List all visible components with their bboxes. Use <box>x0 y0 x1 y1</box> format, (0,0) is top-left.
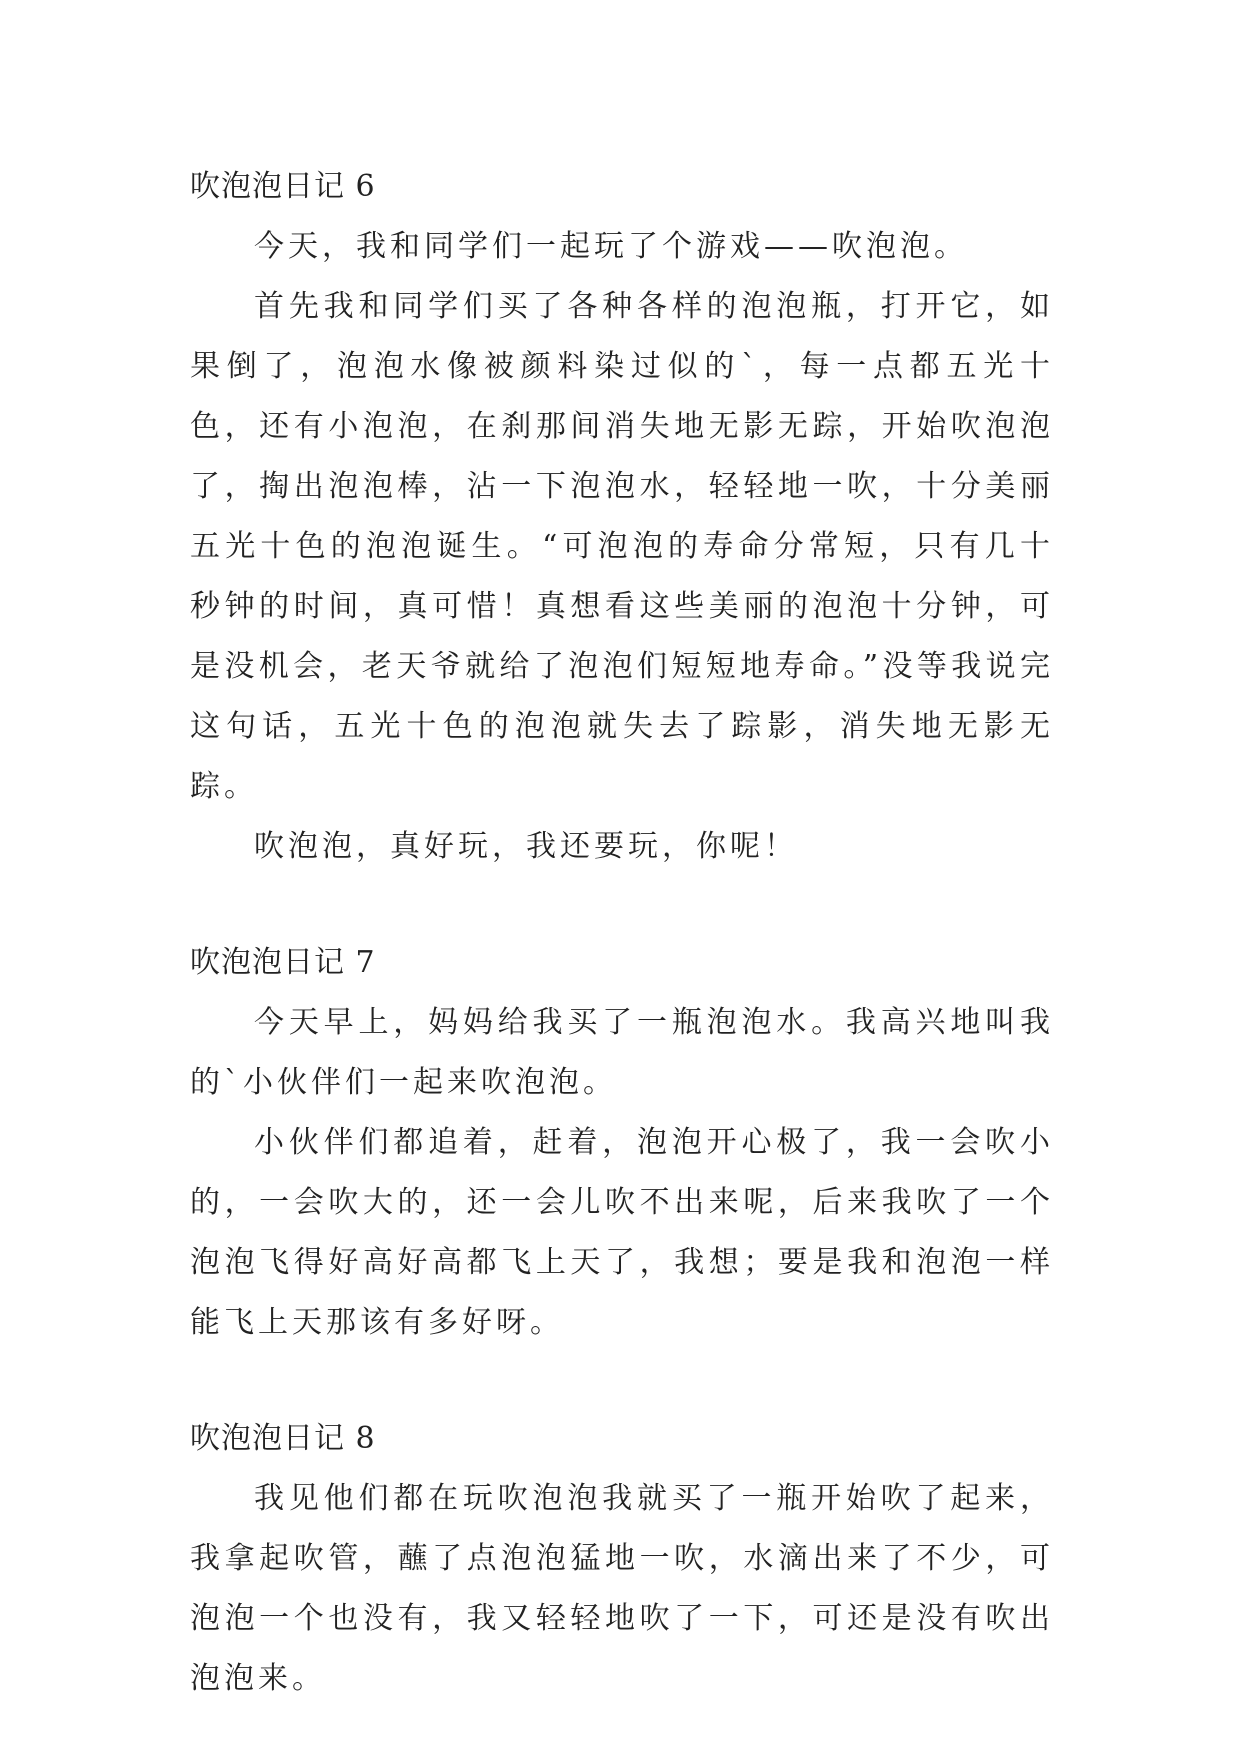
entry-title: 吹泡泡日记 7 <box>190 945 376 980</box>
paragraph: 我见他们都在玩吹泡泡我就买了一瓶开始吹了起来，我拿起吹管，蘸了点泡泡猛地一吹，水滴出来了不少，可泡泡一个也没有，我又轻轻地吹了一下，可还是没有吹出泡泡来。 <box>190 1481 1054 1696</box>
paragraph: 首先我和同学们买了各种各样的泡泡瓶，打开它，如果倒了，泡泡水像被颜料染过似的`，每一点都五光十色，还有小泡泡，在刹那间消失地无影无踪，开始吹泡泡了，掏出泡泡棒，沾一下泡泡水，轻轻地一吹，十分美丽五光十色的泡泡诞生。“可泡泡的寿命分常短，只有几十秒钟的时间，真可惜！真想看这些美丽的泡泡十分钟，可是没机会，老天爷就给了泡泡们短短地寿命。”没等我说完这句话，五光十色的泡泡就失去了踪影，消失地无影无踪。 <box>190 289 1054 804</box>
paragraph: 小伙伴们都追着，赶着，泡泡开心极了，我一会吹小的，一会吹大的，还一会儿吹不出来呢，后来我吹了一个泡泡飞得好高好高都飞上天了，我想；要是我和泡泡一样能飞上天那该有多好呀。 <box>190 1125 1054 1340</box>
diary-entry-8 <box>190 1409 1054 1709</box>
paragraph: 吹泡泡，真好玩，我还要玩，你呢！ <box>254 829 798 864</box>
paragraph: 今天早上，妈妈给我买了一瓶泡泡水。我高兴地叫我的`小伙伴们一起来吹泡泡。 <box>190 1005 1054 1100</box>
diary-entry-7 <box>190 933 1054 1353</box>
diary-entry-6 <box>190 157 1054 877</box>
entry-title: 吹泡泡日记 8 <box>190 1421 376 1456</box>
entry-title: 吹泡泡日记 6 <box>190 169 376 204</box>
paragraph: 今天，我和同学们一起玩了个游戏——吹泡泡。 <box>254 229 968 264</box>
document-body <box>190 157 1054 1709</box>
